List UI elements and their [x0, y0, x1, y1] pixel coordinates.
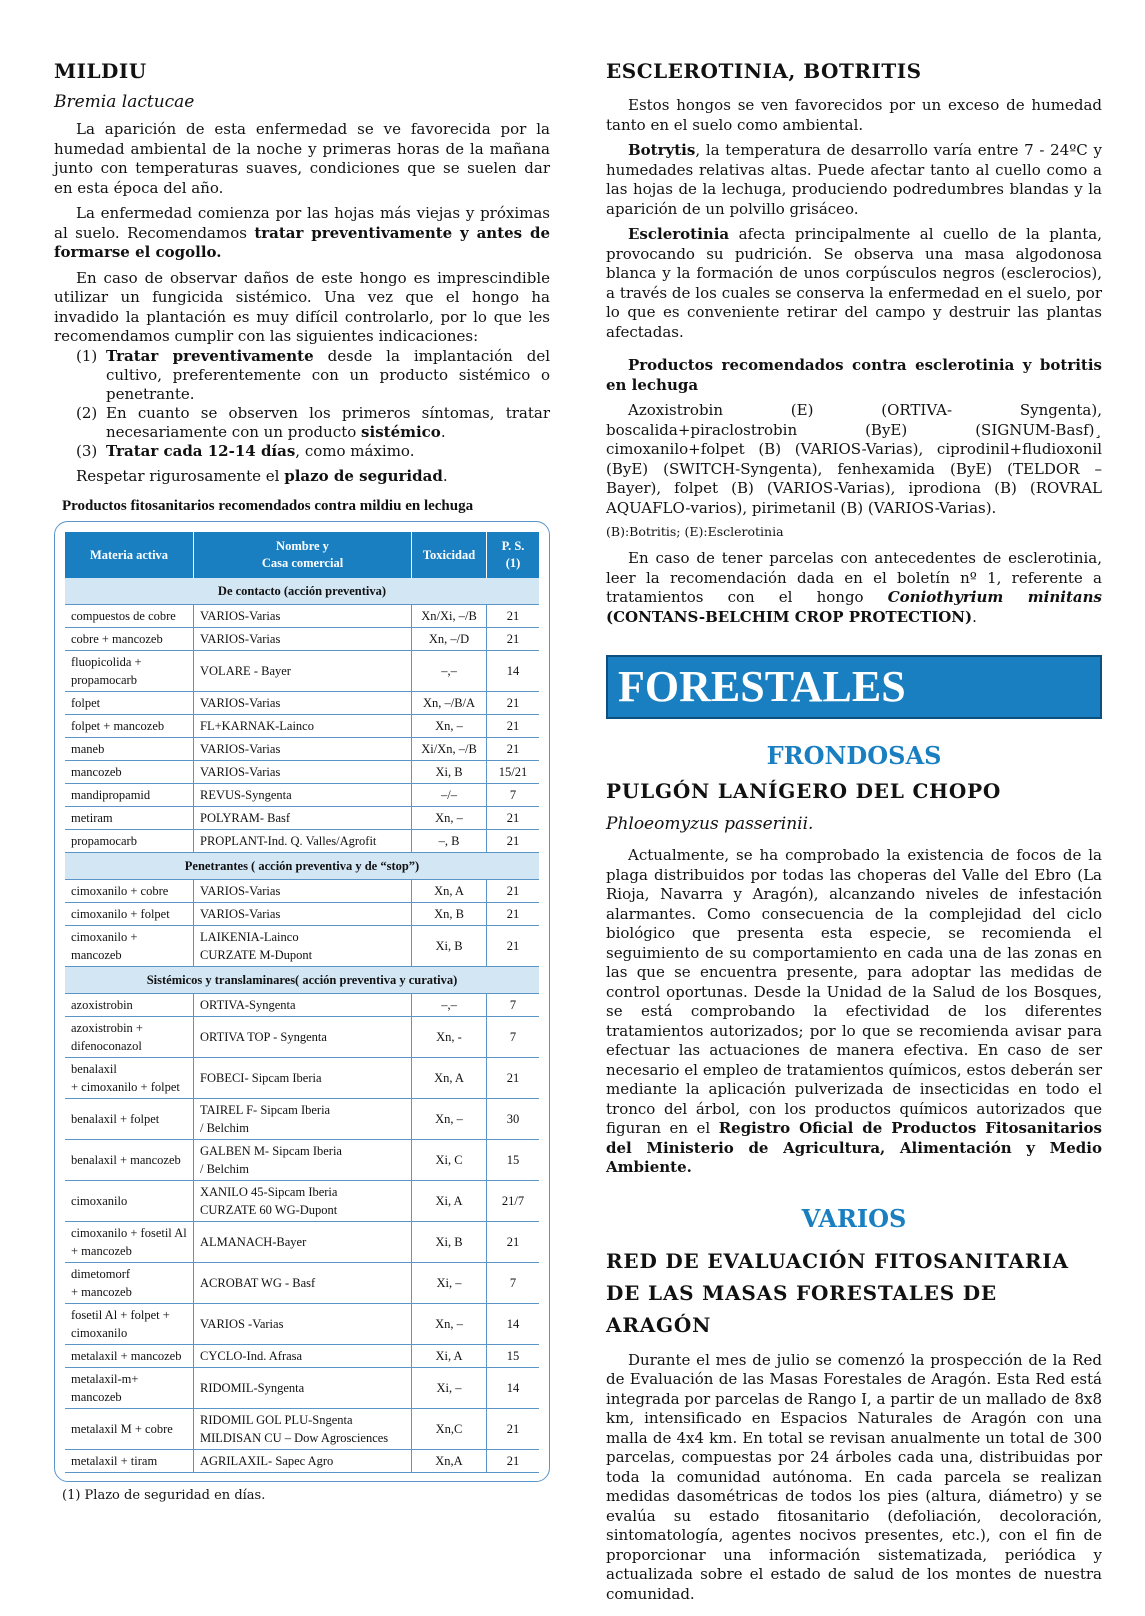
cell-ps: 21 [487, 807, 540, 830]
cell-toxicidad: Xn, B [412, 903, 487, 926]
cell-materia-activa: cimoxanilo + folpet [65, 903, 194, 926]
cell-nombre-casa: TAIREL F- Sipcam Iberia / Belchim [194, 1099, 412, 1140]
cell-toxicidad: –,– [412, 994, 487, 1017]
cell-ps: 14 [487, 1304, 540, 1345]
table-row [65, 1409, 539, 1450]
cell-toxicidad: Xn,C [412, 1409, 487, 1450]
cell-ps: 21 [487, 1222, 540, 1263]
cell-ps: 21 [487, 926, 540, 967]
red-evaluacion-title: RED DE EVALUACIÓN FITOSANITARIA DE LAS MASAS FORESTALES DE ARAGÓN [606, 1248, 1069, 1337]
cell-toxicidad: Xi, C [412, 1140, 487, 1181]
cell-nombre-casa: VARIOS-Varias [194, 628, 412, 651]
table-row [65, 651, 539, 692]
mildiu-recommendations-list [54, 347, 550, 461]
mildiu-paragraph-1: La aparición de esta enfermedad se ve favorecida por la humedad ambiental de la noche y primeras horas de la mañana junto con temperaturas suaves, condiciones que se suelen dar en esta época del año. [54, 120, 550, 197]
pulgon-latin-name: Phloeomyzus passerinii. [606, 814, 814, 834]
mildiu-paragraph-2: La enfermedad comienza por las hojas más viejas y próximas al suelo. Recomendamos tratar preventivamente y antes de formarse el cogollo. [54, 204, 550, 261]
cell-toxicidad: Xi, – [412, 1368, 487, 1409]
cell-nombre-casa: CYCLO-Ind. Afrasa [194, 1345, 412, 1368]
cell-toxicidad: –,– [412, 651, 487, 692]
table-row [65, 1450, 539, 1473]
group-title: Sistémicos y translaminares( acción preventiva y curativa) [65, 967, 539, 994]
cell-materia-activa: metalaxil + mancozeb [65, 1345, 194, 1368]
cell-toxicidad: Xn, – [412, 715, 487, 738]
cell-ps: 30 [487, 1099, 540, 1140]
cell-nombre-casa: VARIOS-Varias [194, 903, 412, 926]
cell-nombre-casa: ALMANACH-Bayer [194, 1222, 412, 1263]
cell-toxicidad: –, B [412, 830, 487, 853]
cell-ps: 21/7 [487, 1181, 540, 1222]
cell-ps: 7 [487, 784, 540, 807]
cell-toxicidad: Xn, - [412, 1017, 487, 1058]
cell-materia-activa: benalaxil + folpet [65, 1099, 194, 1140]
table-row [65, 738, 539, 761]
cell-nombre-casa: VARIOS-Varias [194, 605, 412, 628]
cell-ps: 15 [487, 1345, 540, 1368]
escl-paragraph-2: Botrytis, la temperatura de desarrollo varía entre 7 - 24ºC y humedades relativas altas. Puede afectar tanto al cuello como a las hojas de la lechuga, produciendo podredumbres blandas y la aparición de un polvillo grisáceo. [606, 141, 1102, 218]
cell-ps: 15/21 [487, 761, 540, 784]
header-materia-activa: Materia activa [65, 532, 194, 578]
table-row [65, 1140, 539, 1181]
cell-ps: 14 [487, 651, 540, 692]
table-row [65, 628, 539, 651]
table-row [65, 692, 539, 715]
cell-toxicidad: Xn/Xi, –/B [412, 605, 487, 628]
cell-materia-activa: metalaxil M + cobre [65, 1409, 194, 1450]
esclerotinia-title: ESCLEROTINIA, BOTRITIS [606, 59, 922, 83]
cell-nombre-casa: FL+KARNAK-Lainco [194, 715, 412, 738]
group-title: De contacto (acción preventiva) [65, 578, 539, 605]
varios-heading: VARIOS [801, 1203, 907, 1233]
table-row [65, 715, 539, 738]
pulgon-title: PULGÓN LANÍGERO DEL CHOPO [606, 779, 1002, 803]
left-column [54, 58, 550, 1503]
table-row [65, 761, 539, 784]
cell-toxicidad: Xn,A [412, 1450, 487, 1473]
escl-products-list: Azoxistrobin (E) (ORTIVA- Syngenta), boscalida+piraclostrobin (ByE) (SIGNUM-Basf)¸ cimoxanilo+folpet (B) (VARIOS-Varias), ciprodinil+fludioxonil (ByE) (SWITCH-Syngenta), fenhexamida (ByE) (TELDOR – Bayer), folpet (B) (VARIOS-Varias), iprodiona (B) (ROVRAL AQUAFLO-varios), pirimetanil (B) (VARIOS-Varias). [606, 401, 1102, 517]
cell-ps: 21 [487, 830, 540, 853]
cell-nombre-casa: VARIOS-Varias [194, 738, 412, 761]
cell-ps: 21 [487, 715, 540, 738]
cell-ps: 14 [487, 1368, 540, 1409]
group-title: Penetrantes ( acción preventiva y de “stop”) [65, 853, 539, 880]
mildiu-paragraph-3: En caso de observar daños de este hongo es imprescindible utilizar un fungicida sistémico. Una vez que el hongo ha invadido la plantación es muy difícil controlarlo, por lo que les recomendamos cumplir con las siguientes indicaciones: [54, 268, 550, 345]
table-caption: Productos fitosanitarios recomendados contra mildiu en lechuga [62, 498, 474, 514]
cell-toxicidad: –/– [412, 784, 487, 807]
table-row [65, 994, 539, 1017]
cell-nombre-casa: ACROBAT WG - Basf [194, 1263, 412, 1304]
cell-materia-activa: azoxistrobin [65, 994, 194, 1017]
products-table [65, 532, 539, 1473]
cell-nombre-casa: RIDOMIL-Syngenta [194, 1368, 412, 1409]
cell-materia-activa: metiram [65, 807, 194, 830]
cell-toxicidad: Xi, B [412, 1222, 487, 1263]
cell-ps: 7 [487, 1017, 540, 1058]
cell-materia-activa: benalaxil + mancozeb [65, 1140, 194, 1181]
table-row [65, 880, 539, 903]
cell-nombre-casa: ORTIVA-Syngenta [194, 994, 412, 1017]
cell-materia-activa: cimoxanilo [65, 1181, 194, 1222]
cell-materia-activa: fluopicolida + propamocarb [65, 651, 194, 692]
cell-nombre-casa: VARIOS-Varias [194, 692, 412, 715]
cell-materia-activa: dimetomorf + mancozeb [65, 1263, 194, 1304]
cell-toxicidad: Xn, – [412, 807, 487, 830]
cell-materia-activa: mandipropamid [65, 784, 194, 807]
cell-toxicidad: Xi, A [412, 1345, 487, 1368]
cell-nombre-casa: AGRILAXIL- Sapec Agro [194, 1450, 412, 1473]
escl-paragraph-1: Estos hongos se ven favorecidos por un exceso de humedad tanto en el suelo como ambiental. [606, 96, 1102, 134]
table-row [65, 1345, 539, 1368]
escl-paragraph-6: En caso de tener parcelas con antecedentes de esclerotinia, leer la recomendación dada en el boletín nº 1, referente a tratamientos con el hongo Coniothyrium minitans (CONTANS-BELCHIM CROP PROTECTION). [606, 549, 1102, 626]
cell-ps: 15 [487, 1140, 540, 1181]
cell-materia-activa: cobre + mancozeb [65, 628, 194, 651]
mildiu-latin-name: Bremia lactucae [54, 92, 195, 112]
table-row [65, 1017, 539, 1058]
cell-ps: 21 [487, 692, 540, 715]
cell-toxicidad: Xn, –/B/A [412, 692, 487, 715]
table-group-header [65, 578, 539, 605]
cell-toxicidad: Xi, – [412, 1263, 487, 1304]
cell-nombre-casa: REVUS-Syngenta [194, 784, 412, 807]
cell-ps: 21 [487, 1450, 540, 1473]
cell-materia-activa: azoxistrobin + difenoconazol [65, 1017, 194, 1058]
escl-paragraph-3: Esclerotinia afecta principalmente al cuello de la planta, provocando su pudrición. Se observa una masa algodonosa blanca y la formación de unos corpúsculos negros (esclerocios), a través de los cuales se conserva la enfermedad en el suelo, por lo que es conveniente retirar del campo y destruir las plantas afectadas. [606, 225, 1102, 341]
cell-materia-activa: compuestos de cobre [65, 605, 194, 628]
mildiu-title: MILDIU [54, 59, 147, 83]
mildiu-paragraph-4: Respetar rigurosamente el plazo de seguridad. [76, 466, 448, 485]
cell-toxicidad: Xi/Xn, –/B [412, 738, 487, 761]
cell-nombre-casa: GALBEN M- Sipcam Iberia / Belchim [194, 1140, 412, 1181]
products-table-box [54, 521, 550, 1482]
cell-ps: 21 [487, 880, 540, 903]
table-row [65, 926, 539, 967]
cell-materia-activa: mancozeb [65, 761, 194, 784]
table-row [65, 807, 539, 830]
cell-nombre-casa: VOLARE - Bayer [194, 651, 412, 692]
cell-materia-activa: metalaxil-m+ mancozeb [65, 1368, 194, 1409]
table-row [65, 1222, 539, 1263]
cell-toxicidad: Xn, A [412, 1058, 487, 1099]
cell-toxicidad: Xi, B [412, 761, 487, 784]
cell-materia-activa: fosetil Al + folpet + cimoxanilo [65, 1304, 194, 1345]
cell-materia-activa: cimoxanilo + mancozeb [65, 926, 194, 967]
table-row [65, 1099, 539, 1140]
cell-nombre-casa: VARIOS-Varias [194, 880, 412, 903]
cell-ps: 21 [487, 903, 540, 926]
cell-ps: 7 [487, 1263, 540, 1304]
list-item: (1) Tratar preventivamente desde la implantación del cultivo, preferentemente con un producto sistémico o penetrante. [76, 346, 550, 403]
cell-ps: 7 [487, 994, 540, 1017]
cell-nombre-casa: VARIOS-Varias [194, 761, 412, 784]
cell-toxicidad: Xn, – [412, 1304, 487, 1345]
cell-nombre-casa: XANILO 45-Sipcam Iberia CURZATE 60 WG-Dupont [194, 1181, 412, 1222]
cell-nombre-casa: RIDOMIL GOL PLU-Sngenta MILDISAN CU – Dow Agrosciences [194, 1409, 412, 1450]
escl-products-heading: Productos recomendados contra esclerotinia y botritis en lechuga [606, 356, 1102, 394]
cell-toxicidad: Xn, –/D [412, 628, 487, 651]
cell-materia-activa: cimoxanilo + fosetil Al + mancozeb [65, 1222, 194, 1263]
cell-nombre-casa: VARIOS -Varias [194, 1304, 412, 1345]
cell-nombre-casa: LAIKENIA-Lainco CURZATE M-Dupont [194, 926, 412, 967]
table-group-header [65, 853, 539, 880]
table-row [65, 1058, 539, 1099]
cell-materia-activa: metalaxil + tiram [65, 1450, 194, 1473]
cell-materia-activa: cimoxanilo + cobre [65, 880, 194, 903]
cell-nombre-casa: POLYRAM- Basf [194, 807, 412, 830]
cell-ps: 21 [487, 628, 540, 651]
red-evaluacion-paragraph: Durante el mes de julio se comenzó la prospección de la Red de Evaluación de las Masas Forestales de Aragón. Esta Red está integrada por parcelas de Rango I, a partir de un mallado de 8x8 km, intensificado en Espacios Naturales de Aragón con una malla de 4x4 km. En total se revisan anualmente un total de 300 parcelas, compuestas por 24 árboles cada una, distribuidas por toda la comunidad autónoma. En cada parcela se realizan medidas dasométricas de todos los pies (altura, diámetro) y se evalúa su estado fitosanitario (defoliación, decoloración, sintomatología, agentes nocivos presentes, etc.), con el fin de proporcionar una información sistematizada, periódica y actualizada sobre el estado de salud de los montes de nuestra comunidad. [606, 1350, 1102, 1603]
cell-materia-activa: benalaxil + cimoxanilo + folpet [65, 1058, 194, 1099]
cell-toxicidad: Xn, A [412, 880, 487, 903]
frondosas-heading: FRONDOSAS [766, 741, 942, 770]
cell-ps: 21 [487, 1409, 540, 1450]
right-column [606, 58, 1102, 1610]
products-table-body [65, 578, 539, 1473]
cell-materia-activa: folpet + mancozeb [65, 715, 194, 738]
cell-toxicidad: Xi, B [412, 926, 487, 967]
header-ps: P. S. (1) [487, 532, 540, 578]
cell-toxicidad: Xi, A [412, 1181, 487, 1222]
table-row [65, 784, 539, 807]
list-item: (2) En cuanto se observen los primeros síntomas, tratar necesariamente con un producto sistémico. [76, 403, 550, 441]
cell-materia-activa: maneb [65, 738, 194, 761]
table-row [65, 1181, 539, 1222]
forestales-banner: FORESTALES [606, 655, 1102, 719]
cell-materia-activa: folpet [65, 692, 194, 715]
cell-materia-activa: propamocarb [65, 830, 194, 853]
table-footnote: (1) Plazo de seguridad en días. [62, 1488, 266, 1503]
table-row [65, 903, 539, 926]
cell-toxicidad: Xn, – [412, 1099, 487, 1140]
header-nombre-casa: Nombre y Casa comercial [194, 532, 412, 578]
cell-nombre-casa: FOBECI- Sipcam Iberia [194, 1058, 412, 1099]
cell-ps: 21 [487, 1058, 540, 1099]
cell-nombre-casa: PROPLANT-Ind. Q. Valles/Agrofit [194, 830, 412, 853]
table-row [65, 1263, 539, 1304]
list-item: (3) Tratar cada 12-14 días, como máximo. [76, 441, 415, 460]
cell-nombre-casa: ORTIVA TOP - Syngenta [194, 1017, 412, 1058]
escl-note: (B):Botritis; (E):Esclerotinia [606, 524, 784, 539]
table-row [65, 1368, 539, 1409]
header-toxicidad: Toxicidad [412, 532, 487, 578]
table-row [65, 1304, 539, 1345]
cell-ps: 21 [487, 738, 540, 761]
cell-ps: 21 [487, 605, 540, 628]
table-row [65, 605, 539, 628]
pulgon-paragraph: Actualmente, se ha comprobado la existencia de focos de la plaga distribuidos por todas las choperas del Valle del Ebro (La Rioja, Navarra y Aragón), alcanzando niveles de infestación alarmantes. Como consecuencia de la complejidad del ciclo biológico que presenta esta especie, se recomienda el seguimiento de su comportamiento en cada una de las zonas en las que se encuentra presente, para adoptar las medidas de control oportunas. Desde la Unidad de la Salud de los Bosques, se está comprobando la efectividad de los diferentes tratamientos autorizados; por lo que se recomienda avisar para efectuar las actuaciones de manera efectiva. En caso de ser necesario el empleo de tratamientos químicos, estos deberán ser mediante la aplicación pulverizada de insecticidas en todo el tronco del árbol, con los productos químicos autorizados que figuran en el Registro Oficial de Productos Fitosanitarios del Ministerio de Agricultura, Alimentación y Medio Ambiente. [606, 846, 1102, 1176]
table-row [65, 830, 539, 853]
table-group-header [65, 967, 539, 994]
